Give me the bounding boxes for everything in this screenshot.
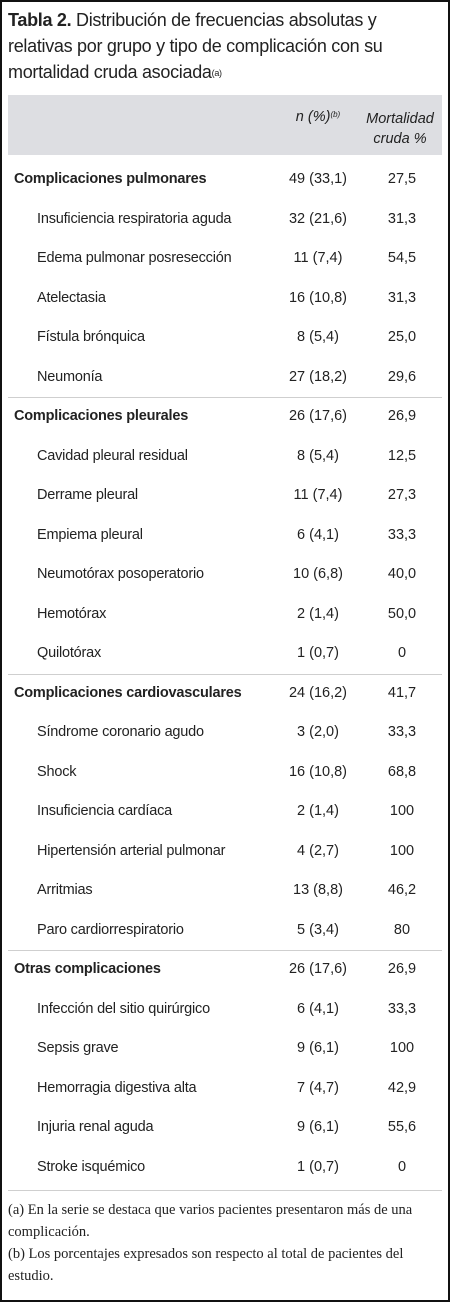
row-mortality: 80 <box>393 922 411 938</box>
row-label: Neumonía <box>37 369 103 385</box>
row-label: Sepsis grave <box>37 1040 119 1056</box>
table-row <box>8 1109 442 1148</box>
row-label: Atelectasia <box>37 290 106 306</box>
row-mortality: 68,8 <box>387 764 417 780</box>
row-mortality: 100 <box>389 1040 415 1056</box>
table-title-label: Tabla 2. <box>8 10 72 30</box>
table-row <box>8 438 442 477</box>
row-label: Fístula brónquica <box>37 329 145 345</box>
row-label: Otras complicaciones <box>14 961 161 977</box>
row-mortality: 100 <box>389 843 415 859</box>
row-mortality: 55,6 <box>387 1119 417 1135</box>
row-mortality: 40,0 <box>387 566 417 582</box>
table-row <box>8 1149 442 1188</box>
group-row <box>8 161 442 200</box>
header-n-footnote-mark: (b) <box>330 110 341 119</box>
row-n-percent: 49 (33,1) <box>288 171 348 187</box>
row-label: Hemorragia digestiva alta <box>37 1080 197 1096</box>
header-n-label: n (%) <box>295 109 331 125</box>
row-n-percent: 4 (2,7) <box>297 843 339 859</box>
row-n-percent: 2 (1,4) <box>297 606 339 622</box>
table-row <box>8 359 442 398</box>
row-n-percent: 11 (7,4) <box>293 487 343 503</box>
table-row <box>8 477 442 516</box>
row-label: Complicaciones pleurales <box>14 408 189 424</box>
row-mortality: 41,7 <box>387 685 417 701</box>
row-n-percent: 16 (10,8) <box>288 290 348 306</box>
row-n-percent: 1 (0,7) <box>297 645 339 661</box>
row-n-percent: 9 (6,1) <box>297 1040 339 1056</box>
header-mortality <box>360 109 440 149</box>
row-mortality: 50,0 <box>387 606 417 622</box>
row-mortality: 27,5 <box>387 171 417 187</box>
row-mortality: 26,9 <box>387 961 417 977</box>
row-mortality: 33,3 <box>387 1001 417 1017</box>
row-label: Infección del sitio quirúrgico <box>37 1001 210 1017</box>
row-mortality: 26,9 <box>387 408 417 424</box>
row-label: Quilotórax <box>37 645 102 661</box>
table-title <box>8 7 438 86</box>
table-row <box>8 280 442 319</box>
row-n-percent: 32 (21,6) <box>288 211 348 227</box>
row-n-percent: 6 (4,1) <box>297 527 339 543</box>
table-row <box>8 635 442 674</box>
table-header <box>8 95 442 155</box>
row-label: Edema pulmonar posresección <box>37 250 232 266</box>
row-n-percent: 8 (5,4) <box>297 448 339 464</box>
row-label: Insuficiencia respiratoria aguda <box>37 211 232 227</box>
row-label: Neumotórax posoperatorio <box>37 566 204 582</box>
table-row <box>8 1030 442 1069</box>
table-row <box>8 556 442 595</box>
row-mortality: 0 <box>397 645 407 661</box>
row-mortality: 33,3 <box>387 527 417 543</box>
row-label: Hipertensión arterial pulmonar <box>37 843 226 859</box>
footnotes <box>8 1199 440 1287</box>
row-n-percent: 24 (16,2) <box>288 685 348 701</box>
table-row <box>8 714 442 753</box>
row-label: Derrame pleural <box>37 487 138 503</box>
row-n-percent: 13 (8,8) <box>293 882 343 898</box>
row-n-percent: 27 (18,2) <box>288 369 348 385</box>
table-row <box>8 754 442 793</box>
row-mortality: 33,3 <box>387 724 417 740</box>
footnote-b: (b) Los porcentajes expresados son respecto al total de pacientes del estudio. <box>8 1246 404 1284</box>
row-label: Shock <box>37 764 77 780</box>
row-label: Síndrome coronario agudo <box>37 724 204 740</box>
table-row <box>8 793 442 832</box>
row-mortality: 31,3 <box>387 290 417 306</box>
footnote-a: (a) En la serie se destaca que varios pacientes presentaron más de una complicación. <box>8 1202 413 1240</box>
row-mortality: 29,6 <box>387 369 417 385</box>
row-n-percent: 16 (10,8) <box>288 764 348 780</box>
row-mortality: 42,9 <box>387 1080 417 1096</box>
row-n-percent: 9 (6,1) <box>297 1119 339 1135</box>
row-mortality: 0 <box>397 1159 407 1175</box>
row-mortality: 27,3 <box>387 487 417 503</box>
row-n-percent: 10 (6,8) <box>293 566 343 582</box>
row-n-percent: 8 (5,4) <box>297 329 339 345</box>
row-label: Complicaciones cardiovasculares <box>14 685 242 701</box>
row-mortality: 31,3 <box>387 211 417 227</box>
table-title-footnote-mark: (a) <box>211 68 222 78</box>
row-n-percent: 26 (17,6) <box>288 961 348 977</box>
header-mortality-line1: Mortalidad <box>366 111 434 127</box>
table-row <box>8 1070 442 1109</box>
row-mortality: 12,5 <box>387 448 417 464</box>
row-n-percent: 26 (17,6) <box>288 408 348 424</box>
group-row <box>8 398 442 437</box>
row-label: Arritmias <box>37 882 93 898</box>
row-label: Insuficiencia cardíaca <box>37 803 173 819</box>
row-label: Cavidad pleural residual <box>37 448 188 464</box>
row-n-percent: 2 (1,4) <box>297 803 339 819</box>
table-row <box>8 201 442 240</box>
group-row <box>8 951 442 990</box>
row-mortality: 46,2 <box>387 882 417 898</box>
table-row <box>8 872 442 911</box>
row-label: Stroke isquémico <box>37 1159 146 1175</box>
row-label: Paro cardiorrespiratorio <box>37 922 184 938</box>
group-row <box>8 675 442 714</box>
row-mortality: 100 <box>389 803 415 819</box>
table-row <box>8 319 442 358</box>
row-n-percent: 5 (3,4) <box>297 922 339 938</box>
row-n-percent: 7 (4,7) <box>297 1080 339 1096</box>
table-row <box>8 517 442 556</box>
table-title-text: Distribución de frecuencias absolutas y relativas por grupo y tipo de complicación con su mortalidad cruda asociada <box>8 10 383 82</box>
row-label: Empiema pleural <box>37 527 143 543</box>
row-n-percent: 6 (4,1) <box>297 1001 339 1017</box>
row-label: Hemotórax <box>37 606 107 622</box>
row-mortality: 25,0 <box>387 329 417 345</box>
table-row <box>8 596 442 635</box>
table-row <box>8 912 442 951</box>
row-label: Injuria renal aguda <box>37 1119 154 1135</box>
table-row <box>8 240 442 279</box>
row-n-percent: 3 (2,0) <box>297 724 339 740</box>
frequency-table <box>8 95 442 1191</box>
table-row <box>8 833 442 872</box>
row-n-percent: 11 (7,4) <box>293 250 343 266</box>
table-row <box>8 991 442 1030</box>
header-n-percent <box>273 109 363 125</box>
row-label: Complicaciones pulmonares <box>14 171 207 187</box>
row-n-percent: 1 (0,7) <box>297 1159 339 1175</box>
header-mortality-line2: cruda % <box>373 131 427 147</box>
row-mortality: 54,5 <box>387 250 417 266</box>
